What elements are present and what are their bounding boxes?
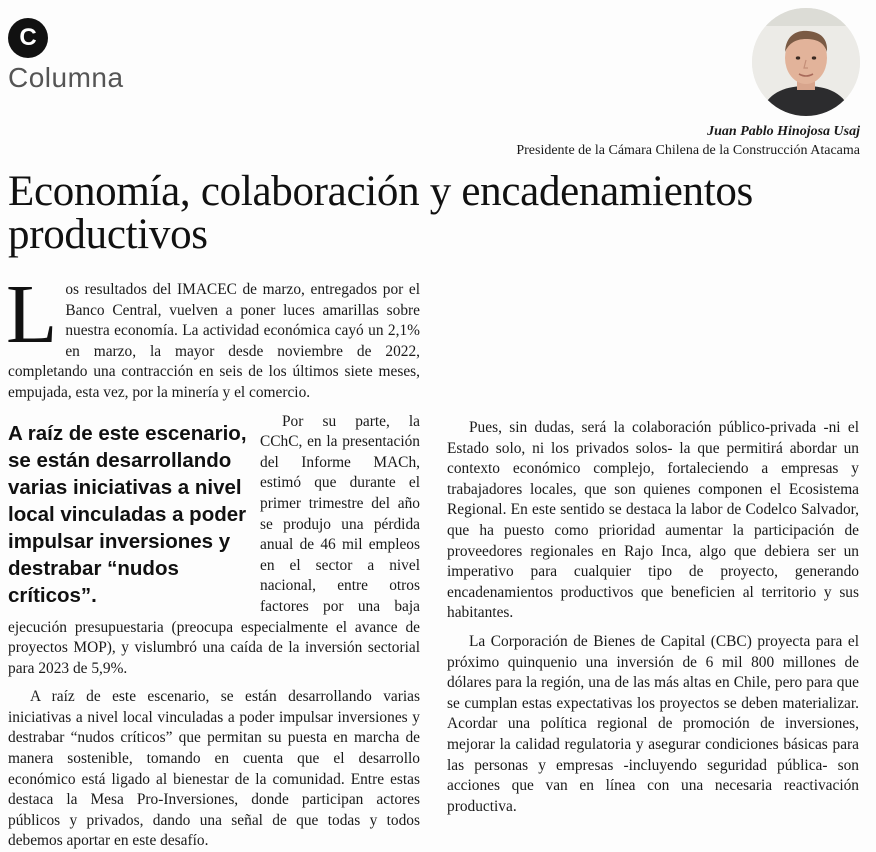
author-byline (516, 122, 860, 160)
author-title: Presidente de la Cámara Chilena de la Construcción Atacama (516, 143, 860, 158)
article-column-left (6, 268, 420, 852)
paragraph-cchc: Por su parte, la CChC, en la presentación del Informe MACh, estimó que durante el primer trimestre del año se produjo una pérdida anual de 46 mil empleos en el sector a nivel nacional, entre otros factores por una baja ejecución presupuestaria (preocupa especialmente el avance de proyectos MOP), y vislumbró una caída de la inversión sectorial para 2023 de 5,9%. (8, 412, 420, 677)
paragraph-intro-text: os resultados del IMACEC de marzo, entregados por el Banco Central, vuelven a poner luces amarillas sobre nuestra economía. La actividad económica cayó un 2,1% en marzo, la mayor desde noviembre de 2022, completando una contracción en seis de los últimos siete meses, empujada, esta vez, por la minería y el comercio. (8, 281, 420, 401)
article-column-right (447, 280, 859, 817)
paragraph-intro (6, 268, 420, 404)
paragraph-colaboracion: Pues, sin dudas, será la colaboración público-privada -ni el Estado solo, ni los privados solos- la que permitirá abordar un contexto económico complejo, fortaleciendo a empresas y trabajadores locales, que son quienes componen el Ecosistema Regional. En este sentido se destaca la labor de Codelco Salvador, que ha puesto como prioridad aumentar la participación de proveedores regionales en Rajo Inca, algo que debiera ser un imperativo para cualquier tipo de proyecto, generando encadenamientos productivos que beneficien al territorio y sus habitantes. (447, 419, 859, 622)
section-label: Columna (8, 62, 124, 93)
column-badge: C (8, 18, 48, 58)
paragraph-cbc: La Corporación de Bienes de Capital (CBC) proyecta para el próximo quinquenio una inversión de 6 mil 800 millones de dólares para la región, una de las más altas en Chile, pero para que se cumplan estas expectativas los proyectos se deben materializar. Acordar una política regional de promoción de inversiones, mejorar la calidad regulatoria y asegurar condiciones básicas para las personas y empresas -incluyendo seguridad pública- son acciones que van en línea con una necesaria reactivación productiva. (447, 632, 859, 815)
paragraph-iniciativas: A raíz de este escenario, se están desarrollando varias iniciativas a nivel local vinculadas a poder impulsar inversiones y destrabar “nudos críticos” que permitan su puesta en marcha de manera sostenible, tomando en cuenta que el desarrollo económico está ligado al bienestar de la comunidad. Entre estas destaca la Mesa Pro-Inversiones, donde participan actores públicos y privados, dando una señal de que todas y todos debemos aportar en este desafío. (8, 688, 420, 850)
article-headline: Economía, colaboración y encadenamientos productivos (8, 168, 753, 258)
author-portrait-icon (752, 8, 860, 116)
author-name: Juan Pablo Hinojosa Usaj (707, 124, 860, 139)
author-photo (752, 8, 860, 116)
pull-quote: A raíz de este escenario, se están desarrollando varias iniciativas a nivel local vinculadas a poder impulsar inversiones y destrabar “nudos críticos”. (8, 421, 247, 607)
drop-cap: L (6, 268, 58, 361)
